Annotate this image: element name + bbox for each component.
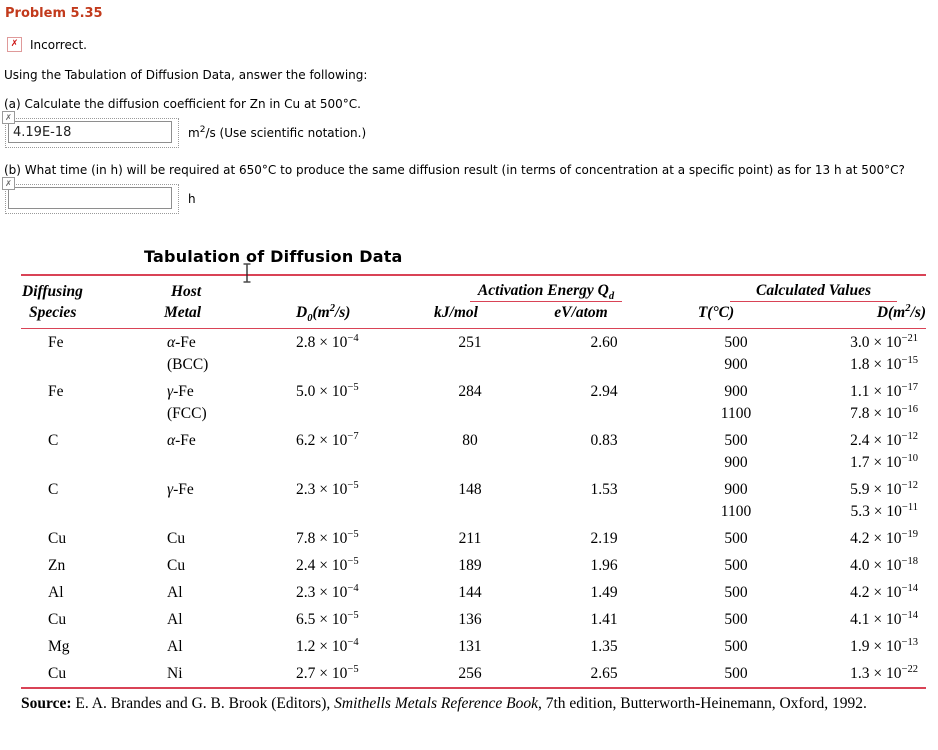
cell-host-metal: Al	[167, 584, 183, 601]
cell-kj-mol: 144	[458, 584, 482, 601]
table-row	[21, 579, 926, 606]
col-header-kj-mol: kJ/mol	[401, 302, 511, 329]
cell-kj-mol: 211	[458, 530, 482, 547]
table-row	[21, 606, 926, 633]
cell-d-value: $1.3 \times 10^{-22}$	[850, 663, 919, 682]
cell-kj-mol: 189	[458, 557, 482, 574]
cell-temperature: 500 900	[724, 334, 748, 373]
cell-ev-atom: 1.41	[590, 611, 618, 628]
cell-ev-atom: 1.53	[590, 481, 618, 498]
cell-host-metal: γ-Fe	[167, 481, 194, 498]
table-row	[21, 378, 926, 427]
cell-species: Cu	[48, 665, 67, 682]
cell-host-metal: Cu	[167, 530, 186, 547]
cell-kj-mol: 251	[458, 334, 482, 351]
cell-kj-mol: 136	[458, 611, 482, 628]
cell-species: C	[48, 432, 59, 449]
col-header-d0: $D_0(m^2/s)$	[251, 302, 401, 329]
col-header-metal: Metal	[131, 302, 251, 329]
cell-species: Al	[48, 584, 64, 601]
status-row	[7, 37, 938, 52]
source-note: Source: E. A. Brandes and G. B. Brook (Editors), Smithells Metals Reference Book, 7th edition, Butterworth-Heinemann, Oxford, 1992.	[21, 695, 867, 712]
cell-d0: $2.3 \times 10^{-4}$	[296, 582, 359, 601]
cell-temperature: 500	[724, 611, 748, 628]
part-a-answer-row	[5, 113, 938, 148]
diffusion-table	[21, 274, 926, 689]
cell-ev-atom: 1.96	[590, 557, 618, 574]
table-row	[21, 552, 926, 579]
col-header-diffusing: Diffusing	[22, 283, 83, 300]
cell-d-value: $4.2 \times 10^{-14}$	[850, 582, 919, 601]
cell-temperature: 500	[724, 530, 748, 547]
table-header	[21, 275, 926, 329]
table-row	[21, 329, 926, 379]
page-title: Problem 5.35	[5, 6, 103, 21]
cell-species: C	[48, 481, 59, 498]
cell-ev-atom: 2.60	[590, 334, 618, 351]
col-header-host: Host	[171, 283, 202, 300]
col-header-ev-atom: eV/atom	[511, 302, 651, 329]
cell-d0: $2.7 \times 10^{-5}$	[296, 663, 359, 682]
part-b-answer-row	[5, 179, 938, 214]
cell-d-value: $1.1 \times 10^{-17}$ $7.8 \times 10^{-16}$	[850, 381, 919, 422]
incorrect-x-icon: ✗	[7, 37, 22, 52]
incorrect-marker-x-icon: ✗	[2, 111, 15, 124]
incorrect-marker-x-icon: ✗	[2, 177, 15, 190]
col-header-d-value: $D(m^2/s)$	[781, 302, 926, 329]
cell-species: Zn	[48, 557, 66, 574]
text-cursor-ibeam-icon	[242, 263, 252, 288]
cell-d0: $5.0 \times 10^{-5}$	[296, 381, 359, 400]
cell-temperature: 900 1100	[720, 383, 752, 422]
part-b-answer-box	[5, 179, 179, 214]
table-row	[21, 633, 926, 660]
cell-kj-mol: 284	[458, 383, 482, 400]
cell-d-value: $5.9 \times 10^{-12}$ $5.3 \times 10^{-11}$	[850, 479, 919, 520]
cell-d0: $6.2 \times 10^{-7}$	[296, 430, 359, 449]
cell-d0: $7.8 \times 10^{-5}$	[296, 528, 359, 547]
part-a-unit-label: $m^2/s$ (Use scientific notation.)	[188, 125, 367, 140]
cell-d-value: $3.0 \times 10^{-21}$ $1.8 \times 10^{-15}$	[850, 332, 919, 373]
calculated-values-group-header	[651, 275, 926, 302]
table-title: Tabulation of Diffusion Data	[144, 247, 403, 266]
status-label: Incorrect.	[30, 37, 87, 52]
cell-host-metal: α-Fe (BCC)	[167, 334, 209, 373]
cell-species: Cu	[48, 530, 67, 547]
cell-temperature: 500	[724, 557, 748, 574]
part-b-answer-input[interactable]	[8, 187, 172, 209]
cell-ev-atom: 1.49	[590, 584, 618, 601]
diffusion-data-table-figure	[21, 247, 928, 715]
cell-d0: $2.3 \times 10^{-5}$	[296, 479, 359, 498]
cell-d-value: $1.9 \times 10^{-13}$	[850, 636, 919, 655]
cell-temperature: 500 900	[724, 432, 748, 471]
cell-d0: $1.2 \times 10^{-4}$	[296, 636, 359, 655]
cell-ev-atom: 0.83	[590, 432, 618, 449]
cell-d0: $2.8 \times 10^{-4}$	[296, 332, 359, 351]
activation-energy-group-header	[401, 275, 651, 302]
cell-species: Cu	[48, 611, 67, 628]
cell-species: Fe	[48, 383, 64, 400]
cell-d0: $2.4 \times 10^{-5}$	[296, 555, 359, 574]
cell-kj-mol: 80	[462, 432, 478, 449]
cell-species: Fe	[48, 334, 64, 351]
cell-temperature: 500	[724, 584, 748, 601]
part-b-question: (b) What time (in h) will be required at 650°C to produce the same diffusion result (in terms of concentration at a specific point) as for 13 h at 500°C?	[4, 163, 905, 177]
cell-temperature: 500	[724, 665, 748, 682]
activation-energy-group-label: Activation Energy $Q_d$	[470, 281, 622, 302]
cell-host-metal: γ-Fe (FCC)	[167, 383, 207, 422]
part-a-answer-box	[5, 113, 179, 148]
cell-host-metal: Cu	[167, 557, 186, 574]
cell-ev-atom: 2.65	[590, 665, 618, 682]
cell-d-value: $2.4 \times 10^{-12}$ $1.7 \times 10^{-10}$	[850, 430, 919, 471]
calculated-values-group-label: Calculated Values	[730, 281, 897, 302]
cell-kj-mol: 148	[458, 481, 482, 498]
cell-d-value: $4.1 \times 10^{-14}$	[850, 609, 919, 628]
cell-ev-atom: 1.35	[590, 638, 618, 655]
cell-ev-atom: 2.94	[590, 383, 618, 400]
cell-temperature: 900 1100	[720, 481, 752, 520]
intro-text: Using the Tabulation of Diffusion Data, answer the following:	[4, 68, 368, 82]
cell-host-metal: Ni	[167, 665, 183, 682]
col-header-spacer	[251, 275, 401, 302]
cell-temperature: 500	[724, 638, 748, 655]
cell-host-metal: Al	[167, 638, 183, 655]
cell-host-metal: α-Fe	[167, 432, 196, 449]
table-row	[21, 427, 926, 476]
col-header-species: Species	[21, 302, 131, 329]
diffusion-table-body	[21, 329, 926, 689]
cell-ev-atom: 2.19	[590, 530, 618, 547]
table-row	[21, 660, 926, 688]
cell-species: Mg	[48, 638, 70, 655]
cell-d-value: $4.0 \times 10^{-18}$	[850, 555, 919, 574]
table-row	[21, 525, 926, 552]
table-row	[21, 476, 926, 525]
part-a-answer-input[interactable]	[8, 121, 172, 143]
cell-kj-mol: 256	[458, 665, 482, 682]
part-a-question: (a) Calculate the diffusion coefficient for Zn in Cu at 500°C.	[4, 97, 361, 111]
cell-d0: $6.5 \times 10^{-5}$	[296, 609, 359, 628]
cell-host-metal: Al	[167, 611, 183, 628]
problem-page	[0, 6, 938, 715]
cell-d-value: $4.2 \times 10^{-19}$	[850, 528, 919, 547]
cell-kj-mol: 131	[458, 638, 482, 655]
col-header-temperature: T(°C)	[651, 302, 781, 329]
part-b-unit-label: h	[188, 192, 196, 206]
